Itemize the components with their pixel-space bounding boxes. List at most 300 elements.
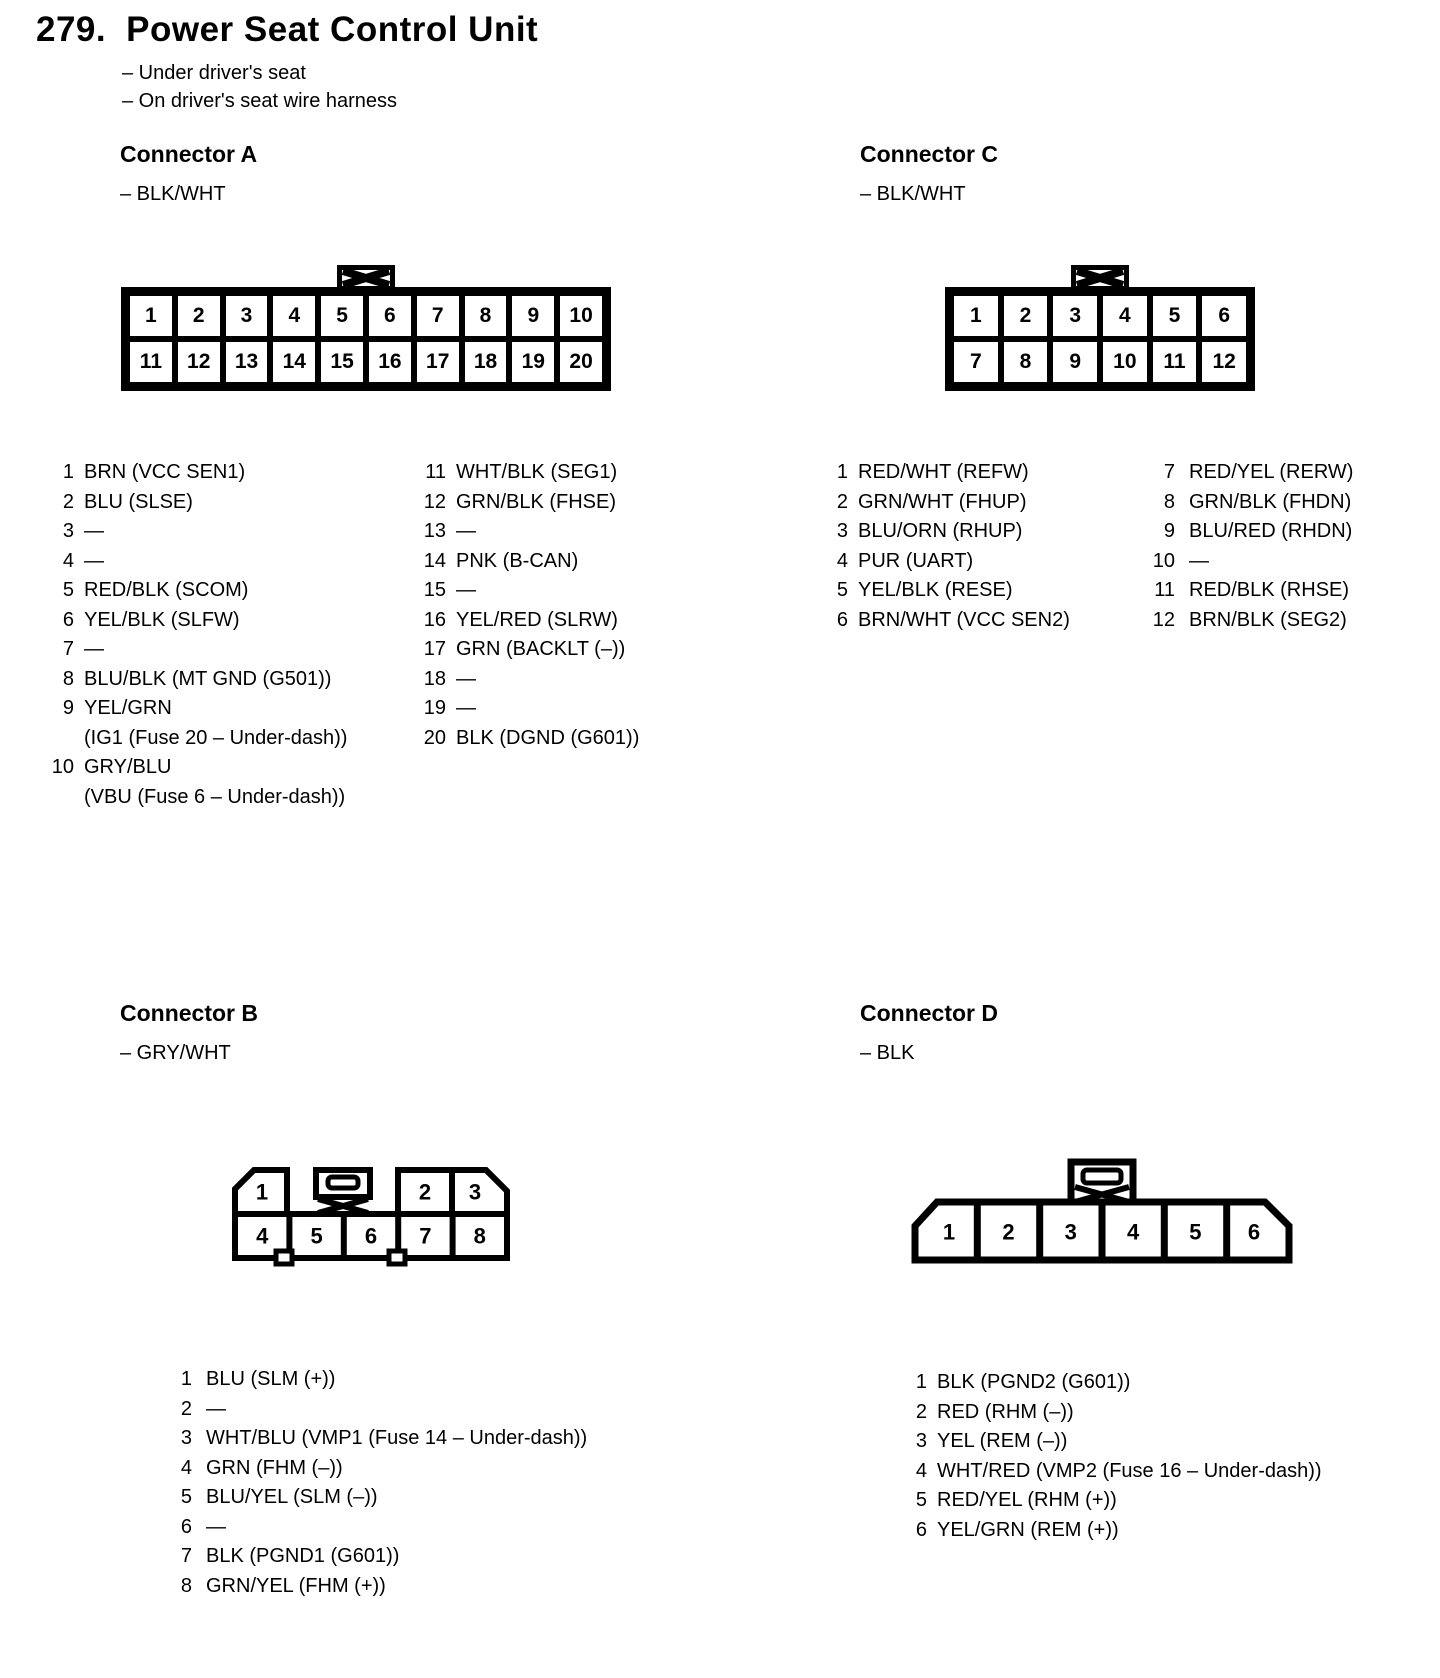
connector-pin-cell [1001,339,1051,385]
connector-pin-cell [175,339,223,385]
connector-pin-cell [1199,339,1249,385]
pin-number: 8 [1163,490,1175,513]
pin-row [48,635,347,665]
pin-row [1131,576,1353,606]
pin-row [907,1516,1322,1546]
connector-pin-cell [127,339,175,385]
connector-c-section [860,141,998,206]
pin-cell-number: 16 [378,350,402,373]
connector-d-section [860,1000,998,1065]
pin-cell-number: 20 [569,350,593,373]
pin-wire-color: YEL/GRN [84,697,172,719]
pin-row [907,1457,1322,1487]
pin-row [176,1365,587,1395]
connector-a-title: Connector A [120,141,258,167]
pin-label [206,1424,587,1454]
connector-pin-cell [557,339,605,385]
pin-label [84,665,331,695]
pin-number: 5 [836,579,848,601]
connector-pin-cell [1199,293,1249,339]
pin-number: 18 [423,667,446,690]
connector-pin-cell [951,339,1001,385]
pin-row [822,517,1070,547]
pin-wire-color: WHT/BLK (SEG1) [456,461,618,483]
connector-a-wire-color: – BLK/WHT [120,183,226,205]
connector-pin-cell [1001,293,1051,339]
pin-row [822,547,1070,577]
pin-number: 2 [836,490,848,513]
pin-cell-number: 10 [1113,350,1137,373]
pin-row [402,694,639,724]
pin-number: 10 [51,756,74,778]
pin-wire-color: BLK (PGND2 (G601)) [937,1371,1131,1393]
pin-row [176,1483,587,1513]
connector-pin-cell [557,293,605,339]
pin-wire-color: BLU (SLSE) [84,490,193,513]
pin-row [1131,517,1353,547]
pin-number: 3 [62,520,74,542]
pin-wire-color: RED/BLK (SCOM) [84,579,249,601]
pin-row [402,576,639,606]
pin-number: 3 [915,1430,927,1452]
connector-pin-cell [462,339,510,385]
pin-number: 6 [180,1515,192,1538]
pin-number: 1 [62,461,74,483]
pin-number: 19 [423,697,446,719]
pin-number: 2 [180,1397,192,1420]
connector-d-cell-number: 1 [942,1219,956,1245]
pin-cell-number: 10 [569,304,593,327]
item-number: 279. [36,10,107,49]
pin-wire-color: PUR (UART) [858,549,974,572]
connector-pin-cell [1050,293,1100,339]
pin-row [402,488,639,518]
pin-row [48,458,347,488]
connector-a-section [120,141,257,206]
pin-wire-color: YEL (REM (–)) [937,1430,1068,1452]
pin-label [456,635,625,665]
pin-label [858,458,1029,488]
pin-cell-number: 4 [288,304,301,327]
pin-label [858,576,1013,606]
pin-row [822,488,1070,518]
connector-b-cell-number: 1 [255,1179,269,1205]
pin-wire-color: — [206,1515,226,1538]
connector-b-outline [232,1165,510,1267]
pin-row [402,665,639,695]
connector-d-cell-number: 6 [1247,1219,1261,1245]
pin-label [937,1427,1067,1457]
connector-b-cell-number: 7 [419,1223,432,1249]
location-list [122,60,397,115]
lock-tab-icon [337,265,395,291]
pin-wire-color: — [456,697,476,719]
pin-label [1189,488,1351,518]
connector-pin-cell [1150,339,1200,385]
connector-d-wire-color: – BLK [860,1042,915,1064]
pin-number: 9 [62,697,74,719]
pin-label [84,753,345,812]
pin-wire-color: RED (RHM (–)) [937,1400,1074,1423]
pin-wire-color: BRN/WHT (VCC SEN2) [858,608,1070,631]
pin-label [456,576,476,606]
connector-a-pins-left [48,458,347,812]
pin-wire-color: PNK (B-CAN) [456,549,579,572]
pin-row [176,1454,587,1484]
pin-cell-number: 18 [473,350,498,373]
pin-label [937,1486,1117,1516]
pin-row [176,1513,587,1543]
pin-wire-color: — [456,520,476,542]
pin-label [84,488,193,518]
connector-pin-cell [1100,293,1150,339]
pin-number: 13 [423,520,446,542]
pin-cell-number: 4 [1118,304,1131,327]
pin-label [456,724,639,754]
pin-number: 16 [423,608,446,631]
pin-label [206,1454,343,1484]
connector-pin-cell [223,293,271,339]
location-line: – Under driver's seat [122,62,306,84]
connector-b-cell-number: 8 [473,1223,486,1249]
pin-cell-number: 2 [192,304,205,327]
pin-label [84,606,240,636]
pin-number: 4 [62,549,74,572]
pin-number: 7 [62,638,74,660]
pin-wire-color: — [456,667,476,690]
pin-row [402,724,639,754]
connector-d-cell-number: 5 [1189,1219,1202,1245]
connector-pin-cell [462,293,510,339]
pin-number: 6 [836,608,848,631]
pin-wire-color: BLU/ORN (RHUP) [858,520,1023,542]
pin-cell-number: 11 [1163,350,1186,373]
location-line: – On driver's seat wire harness [122,89,398,112]
connector-d-title: Connector D [860,1000,998,1026]
pin-wire-color: BLU/RED (RHDN) [1189,520,1353,542]
pin-label [1189,606,1347,636]
pin-label [206,1542,399,1572]
pin-row [1131,458,1353,488]
connector-pin-cell [1150,293,1200,339]
pin-cell-number: 1 [145,304,157,327]
pin-number: 14 [423,549,446,572]
pin-number: 7 [1163,461,1175,483]
pin-cell-number: 7 [969,350,982,373]
pin-wire-color: RED/YEL (RHM (+)) [937,1489,1117,1511]
connector-pin-cell [414,339,462,385]
pin-label [1189,576,1349,606]
pin-label [937,1516,1119,1546]
pin-number: 11 [1154,579,1175,601]
pin-label [456,488,616,518]
pin-row [48,694,347,753]
pin-cell-number: 13 [234,350,259,373]
pin-number: 17 [423,638,446,660]
pin-label [206,1513,226,1543]
pin-wire-color: — [456,579,476,601]
connector-c-title: Connector C [860,141,998,167]
pin-wire-color: RED/WHT (REFW) [858,461,1029,483]
connector-b-cell-number: 5 [310,1223,323,1249]
pin-label [1189,458,1353,488]
lock-tab-icon [1071,265,1129,291]
pin-row [48,517,347,547]
pin-wire-color: GRY/BLU [84,756,172,778]
pin-wire-color: — [1189,549,1209,572]
page-header [36,10,538,50]
pin-number: 6 [915,1518,927,1541]
pin-row [402,547,639,577]
pin-label [456,606,618,636]
connector-pin-cell [366,339,414,385]
pin-wire-color: BLU/YEL (SLM (–)) [206,1486,378,1508]
pin-label [84,458,245,488]
connector-b-cell-number: 6 [364,1223,378,1249]
connector-pin-cell [223,339,271,385]
pin-cell-number: 17 [426,350,450,373]
pin-number: 15 [423,579,446,601]
pin-label [456,665,476,695]
connector-pin-cell [270,293,318,339]
page-title: Power Seat Control Unit [126,10,539,49]
connector-c-pin-grid [945,287,1255,391]
pin-wire-color: — [206,1397,226,1420]
connector-b-cell-number: 4 [256,1223,269,1249]
bowtie-x-icon [318,1199,368,1213]
pin-cell-number: 9 [1069,350,1081,373]
connector-d-cell-number: 2 [1002,1219,1015,1245]
pin-number: 6 [62,608,74,631]
pin-number: 7 [180,1545,192,1567]
connector-pin-cell [509,339,557,385]
pin-cell-number: 8 [1019,350,1032,373]
pin-row [907,1368,1322,1398]
pin-wire-color: RED/BLK (RHSE) [1189,579,1350,601]
pin-row [1131,547,1353,577]
pin-cell-number: 3 [240,304,253,327]
connector-b-cell-number: 3 [468,1179,482,1205]
pin-number: 20 [423,726,446,749]
connector-pin-cell [270,339,318,385]
pin-number: 4 [180,1456,192,1479]
pin-cell-number: 1 [969,304,982,327]
pin-label [1189,517,1352,547]
pin-wire-color: YEL/BLK (SLFW) [84,608,240,631]
pin-number: 2 [915,1400,927,1423]
connector-d-outline [911,1156,1293,1264]
connector-pin-cell [318,293,366,339]
pin-label [937,1398,1074,1428]
connector-d-diagram [911,1156,1293,1264]
pin-cell-number: 14 [282,350,306,373]
pin-row [402,635,639,665]
pin-label-line2: (IG1 (Fuse 20 – Under-dash)) [84,726,348,749]
pin-cell-number: 7 [431,304,444,327]
pin-row [907,1398,1322,1428]
pin-wire-color: BRN (VCC SEN1) [84,461,246,483]
pin-row [907,1486,1322,1516]
connector-b-section [120,1000,258,1065]
pin-number: 5 [915,1489,927,1511]
pin-row [48,488,347,518]
pin-wire-color: GRN/WHT (FHUP) [858,490,1027,513]
connector-pin-cell [1050,339,1100,385]
pin-row [48,665,347,695]
pin-number: 5 [180,1486,192,1508]
connector-a-diagram [121,265,611,391]
bowtie-x-icon [1076,270,1124,286]
pin-cell-number: 2 [1019,304,1032,327]
pin-label [456,517,476,547]
pin-label [456,547,578,577]
pin-wire-color: GRN (FHM (–)) [206,1456,343,1479]
pin-label [456,458,617,488]
connector-pin-cell [509,293,557,339]
pin-wire-color: BRN/BLK (SEG2) [1189,608,1347,631]
pin-wire-color: — [84,638,104,660]
connector-pin-cell [414,293,462,339]
pin-cell-number: 9 [527,304,540,327]
pin-number: 8 [62,667,74,690]
pin-wire-color: GRN (BACKLT (–)) [456,638,626,660]
pin-label [858,606,1070,636]
pin-row [48,606,347,636]
pin-number: 5 [62,579,74,601]
pin-number: 12 [1152,608,1175,631]
pin-number: 3 [180,1427,192,1449]
pin-row [1131,488,1353,518]
connector-c-pins-right [1131,458,1353,635]
pin-cell-number: 12 [187,350,211,373]
connector-c-wire-color: – BLK/WHT [860,183,966,205]
pin-cell-number: 19 [521,350,545,373]
lock-tab-icon [316,1170,370,1197]
connector-pin-cell [175,293,223,339]
connector-b-diagram [232,1165,510,1267]
pin-number: 12 [423,490,446,513]
pin-label [84,576,248,606]
pin-wire-color: GRN/BLK (FHDN) [1189,490,1352,513]
pin-row [402,458,639,488]
bottom-notch [389,1251,405,1264]
pin-wire-color: YEL/RED (SLRW) [456,608,618,631]
pin-cell-number: 6 [1218,304,1230,327]
pin-row [907,1427,1322,1457]
pin-wire-color: — [84,520,104,542]
pin-row [176,1395,587,1425]
pin-row [822,458,1070,488]
pin-number: 8 [180,1574,192,1597]
pin-number: 4 [915,1459,927,1482]
pin-label [206,1395,226,1425]
pin-label [206,1365,335,1395]
connector-pin-cell [318,339,366,385]
pin-row [822,576,1070,606]
pin-label [937,1457,1322,1487]
pin-row [48,547,347,577]
pin-wire-color: BLU/BLK (MT GND (G501)) [84,667,332,690]
bowtie-x-icon [342,270,390,286]
pin-wire-color: WHT/BLU (VMP1 (Fuse 14 – Under-dash)) [206,1427,588,1449]
pin-number: 1 [836,461,848,483]
pin-row [48,576,347,606]
pin-wire-color: YEL/GRN (REM (+)) [937,1518,1119,1541]
connector-d-cell-number: 4 [1126,1219,1140,1245]
pin-number: 3 [836,520,848,542]
connector-c-diagram [945,265,1255,391]
connector-c-pins-left [822,458,1070,635]
connector-d-cell-number: 3 [1064,1219,1077,1245]
pin-number: 4 [836,549,848,572]
pin-wire-color: YEL/BLK (RESE) [858,579,1013,601]
pin-cell-number: 15 [330,350,354,373]
pin-row [176,1542,587,1572]
pin-label [84,517,104,547]
pin-label [456,694,476,724]
pin-label [84,547,104,577]
pin-wire-color: WHT/RED (VMP2 (Fuse 16 – Under-dash)) [937,1459,1322,1482]
pin-row [402,517,639,547]
pin-row [402,606,639,636]
pin-cell-number: 3 [1069,304,1081,327]
pin-wire-color: RED/YEL (RERW) [1189,461,1354,483]
pin-cell-number: 12 [1212,350,1236,373]
pin-wire-color: BLK (PGND1 (G601)) [206,1545,400,1567]
connector-d-pins [907,1368,1322,1545]
pin-row [176,1424,587,1454]
connector-a-pin-grid [121,287,611,391]
pin-number: 1 [915,1371,927,1393]
pin-label [206,1572,386,1602]
pin-cell-number: 11 [139,350,162,373]
pin-wire-color: BLU (SLM (+)) [206,1368,336,1390]
connector-a-pins-right [402,458,639,753]
connector-b-cell-number: 2 [418,1179,432,1205]
pin-number: 9 [1163,520,1175,542]
pin-wire-color: BLK (DGND (G601)) [456,726,640,749]
connector-pin-cell [366,293,414,339]
pin-label [858,488,1027,518]
pin-wire-color: — [84,549,104,572]
pin-wire-color: GRN/YEL (FHM (+)) [206,1574,386,1597]
pin-number: 10 [1152,549,1175,572]
pin-cell-number: 5 [1168,304,1181,327]
pin-row [1131,606,1353,636]
bottom-notch [276,1251,292,1264]
connector-b-title: Connector B [120,1000,258,1026]
pin-cell-number: 5 [336,304,348,327]
connector-pin-cell [951,293,1001,339]
pin-label [206,1483,378,1513]
pin-label [1189,547,1209,577]
pin-row [176,1572,587,1602]
pin-number: 11 [425,461,446,483]
pin-label [858,547,973,577]
connector-b-wire-color: – GRY/WHT [120,1042,231,1064]
pin-cell-number: 8 [479,304,492,327]
pin-number: 2 [62,490,74,513]
pin-row [48,753,347,812]
pin-label [84,694,347,753]
connector-pin-cell [127,293,175,339]
connector-b-pins [176,1365,587,1601]
connector-pin-cell [1100,339,1150,385]
pin-row [822,606,1070,636]
pin-label [937,1368,1130,1398]
pin-wire-color: GRN/BLK (FHSE) [456,490,617,513]
pin-label [84,635,104,665]
